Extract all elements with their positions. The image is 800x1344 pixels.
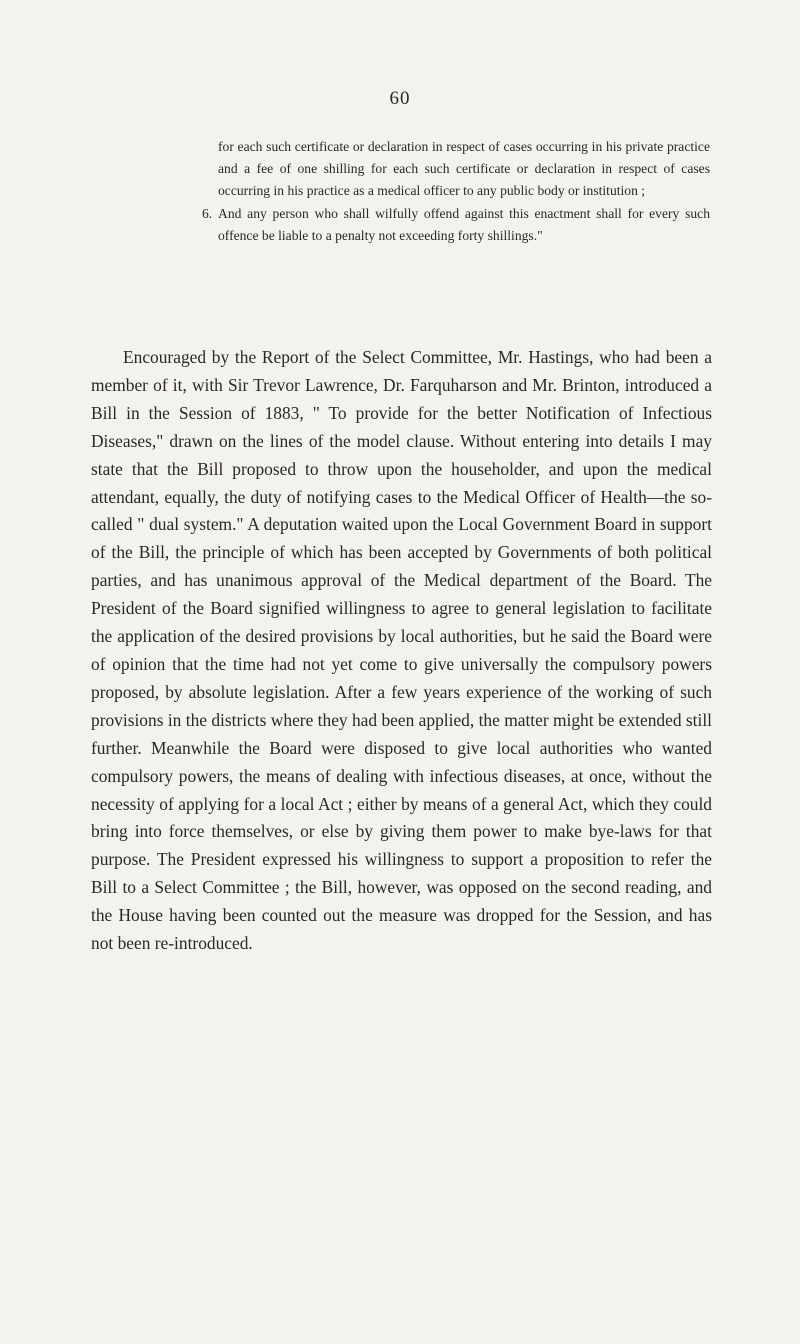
page-number: 60 <box>389 88 411 109</box>
quoted-clause-block <box>202 136 710 247</box>
quoted-clause-item-6 <box>202 203 710 247</box>
body-paragraph: Encouraged by the Report of the Select Committee, Mr. Hastings, who had been a member of it, with Sir Trevor Lawrence, Dr. Farquharson and Mr. Brinton, introduced a Bill in the Session of 1883, " To provide for the better Notification of Infectious Diseases," drawn on the lines of the model clause. Without entering into details I may state that the Bill proposed to throw upon the householder, and upon the medical attendant, equally, the duty of notifying cases to the Medical Officer of Health—the so-called " dual system." A deputation waited upon the Local Government Board in support of the Bill, the principle of which has been accepted by Governments of both political parties, and has unanimous approval of the Medical department of the Board. The President of the Board signified willingness to agree to general legislation to facilitate the application of the desired provisions by local authorities, but he said the Board were of opinion that the time had not yet come to give universally the compulsory powers proposed, by absolute legislation. After a few years experience of the working of such provisions in the districts where they had been applied, the matter might be extended still further. Meanwhile the Board were disposed to give local authorities who wanted compulsory powers, the means of dealing with infectious diseases, at once, without the necessity of applying for a local Act ; either by means of a general Act, which they could bring into force themselves, or else by giving them power to make bye-laws for that purpose. The President expressed his willingness to support a proposition to refer the Bill to a Select Committee ; the Bill, however, was opposed on the second reading, and the House having been counted out the measure was dropped for the Session, and has not been re-introduced. <box>91 347 712 954</box>
quoted-clause-item-text: And any person who shall wilfully offend against this enactment shall for every such offence be liable to a penalty not exceeding forty shillings." <box>218 206 710 243</box>
quoted-clause-item-number: 6. <box>202 206 213 221</box>
quoted-clause-continuation: for each such certificate or declaration in respect of cases occurring in his private practice and a fee of one shilling for each such certificate or declaration in respect of cases occurring in his practice as a medical officer to any public body or institution ; <box>218 139 710 198</box>
